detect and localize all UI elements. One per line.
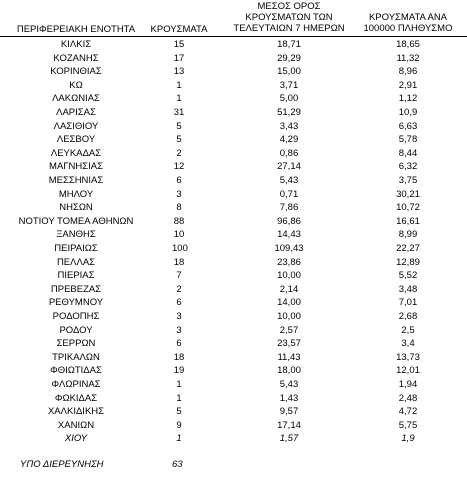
table-row — [0, 174, 467, 188]
cell-region: ΦΘΙΩΤΙΔΑΣ — [50, 365, 102, 377]
cell-avg7: 14,00 — [277, 297, 301, 309]
cell-region: ΚΩ — [69, 79, 83, 91]
cell-per100k: 1,9 — [401, 433, 415, 445]
cell-avg7: 11,43 — [277, 351, 301, 363]
cell-cases: 5 — [176, 406, 182, 418]
cell-cases: 13 — [173, 66, 185, 78]
cell-per100k: 5,75 — [398, 419, 418, 431]
cell-avg7: 1,43 — [279, 392, 299, 404]
cell-cases: 1 — [176, 379, 182, 390]
cell-region: ΧΑΝΙΩΝ — [57, 419, 95, 431]
table-row — [0, 215, 467, 229]
cell-avg7: 23,57 — [277, 338, 301, 350]
cell-per100k: 6,63 — [398, 120, 418, 132]
table-row — [0, 92, 467, 106]
table-row — [0, 79, 467, 93]
cell-region: ΜΕΣΣΗΝΙΑΣ — [48, 175, 104, 186]
cell-region: ΠΙΕΡΙΑΣ — [57, 270, 95, 282]
header-divider — [0, 36, 467, 37]
cell-per100k: 6,32 — [398, 161, 418, 173]
cell-cases: 1 — [176, 93, 182, 105]
cell-cases: 10 — [173, 229, 185, 241]
cell-cases: 88 — [173, 215, 185, 227]
cell-avg7: 7,86 — [279, 202, 299, 214]
table-row — [0, 201, 467, 215]
cell-cases: 6 — [176, 175, 182, 186]
cell-cases: 6 — [176, 338, 182, 350]
cell-per100k: 8,44 — [398, 147, 418, 159]
cell-region: ΡΟΔΟΥ — [59, 324, 93, 336]
cell-per100k: 13,73 — [396, 351, 420, 363]
table-row — [0, 283, 467, 297]
cell-avg7: 51,29 — [277, 107, 301, 118]
cell-per100k: 16,61 — [396, 215, 420, 227]
cell-per100k: 12,01 — [396, 365, 420, 377]
cell-region: ΦΩΚΙΔΑΣ — [54, 392, 98, 404]
cell-avg7: 10,00 — [277, 311, 301, 322]
cell-cases: 31 — [173, 107, 185, 118]
table-row — [0, 364, 467, 378]
table-row — [0, 310, 467, 324]
cell-cases: 18 — [173, 351, 185, 363]
cell-avg7: 29,29 — [277, 52, 301, 64]
cell-region: ΠΕΙΡΑΙΩΣ — [54, 243, 98, 254]
cell-avg7: 109,43 — [274, 243, 304, 254]
cell-region: ΝΗΣΩΝ — [59, 202, 93, 214]
cell-region: ΝΟΤΙΟΥ ΤΟΜΕΑ ΑΘΗΝΩΝ — [18, 215, 134, 227]
table-row — [0, 52, 467, 66]
cell-avg7: 23,86 — [277, 256, 301, 268]
cell-cases: 3 — [176, 324, 182, 336]
cell-avg7: 10,00 — [277, 270, 301, 282]
cell-avg7: 0,71 — [279, 188, 299, 200]
cell-cases: 5 — [176, 120, 182, 132]
table-row — [0, 242, 467, 256]
header-avg-line2: ΚΡΟΥΣΜΑΤΩΝ ΤΩΝ — [245, 12, 333, 23]
cell-avg7: 9,57 — [279, 406, 299, 418]
cell-avg7: 15,00 — [277, 66, 301, 78]
cell-region: ΧΙΟΥ — [64, 433, 88, 445]
cell-cases: 18 — [173, 256, 185, 268]
cell-region: ΠΕΛΛΑΣ — [56, 256, 96, 268]
table-row — [0, 296, 467, 310]
cell-per100k: 3,48 — [398, 283, 418, 295]
cell-cases: 2 — [176, 147, 182, 159]
table-row — [0, 337, 467, 351]
table-row — [0, 405, 467, 419]
table-row — [0, 324, 467, 338]
cell-per100k: 2,48 — [398, 392, 418, 404]
cell-per100k: 5,78 — [398, 134, 418, 146]
cell-per100k: 10,9 — [398, 107, 418, 118]
cell-avg7: 5,43 — [279, 175, 299, 186]
cell-region: ΧΑΛΚΙΔΙΚΗΣ — [47, 406, 105, 418]
cell-per100k: 30,21 — [396, 188, 420, 200]
cell-per100k: 8,99 — [398, 229, 418, 241]
table-row — [0, 106, 467, 120]
table-row — [0, 351, 467, 365]
cell-region: ΛΕΥΚΑΔΑΣ — [50, 147, 102, 159]
table-row — [0, 38, 467, 52]
cell-per100k: 8,96 — [398, 66, 418, 78]
cell-cases: 12 — [173, 161, 185, 173]
cell-per100k: 10,72 — [396, 202, 420, 214]
cell-per100k: 2,68 — [398, 311, 418, 322]
cell-cases: 15 — [173, 39, 185, 50]
table-row — [0, 419, 467, 433]
cell-per100k: 2,91 — [398, 79, 418, 91]
cell-per100k: 11,32 — [396, 52, 420, 64]
table-row — [0, 160, 467, 174]
table-row — [0, 133, 467, 147]
cell-cases: 19 — [173, 365, 185, 377]
cell-avg7: 14,43 — [277, 229, 301, 241]
cell-avg7: 27,14 — [277, 161, 301, 173]
table-row — [0, 392, 467, 406]
footer-value: 63 — [172, 459, 183, 470]
cell-region: ΚΟΖΑΝΗΣ — [53, 52, 99, 64]
cell-avg7: 0,86 — [279, 147, 299, 159]
cell-region: ΚΙΛΚΙΣ — [60, 39, 92, 50]
cell-cases: 17 — [173, 52, 185, 64]
cell-per100k: 3,75 — [398, 175, 418, 186]
cell-avg7: 17,14 — [277, 419, 301, 431]
cell-cases: 100 — [172, 243, 188, 254]
cell-cases: 3 — [176, 188, 182, 200]
cell-cases: 6 — [176, 297, 182, 309]
header-rate-line2: 100000 ΠΛΗΘΥΣΜΟ — [363, 23, 453, 34]
cell-cases: 8 — [176, 202, 182, 214]
cell-region: ΜΑΓΝΗΣΙΑΣ — [49, 161, 103, 173]
cell-cases: 9 — [176, 419, 182, 431]
footer-label: ΥΠΟ ΔΙΕΡΕΥΝΗΣΗ — [20, 459, 104, 470]
cell-per100k: 22,27 — [396, 243, 420, 254]
cell-cases: 1 — [176, 79, 182, 91]
table-row — [0, 256, 467, 270]
cell-avg7: 2,14 — [279, 283, 299, 295]
cell-cases: 7 — [176, 270, 182, 282]
cell-region: ΡΕΘΥΜΝΟΥ — [48, 297, 104, 309]
cell-region: ΣΕΡΡΩΝ — [56, 338, 96, 350]
cell-per100k: 1,94 — [398, 379, 418, 390]
cell-per100k: 12,89 — [396, 256, 420, 268]
cell-per100k: 3,4 — [401, 338, 415, 350]
table-row — [0, 120, 467, 134]
table-row — [0, 378, 467, 392]
cell-avg7: 3,43 — [279, 120, 299, 132]
header-avg-line1: ΜΕΣΟΣ ΟΡΟΣ — [257, 1, 321, 12]
cell-avg7: 96,86 — [277, 215, 301, 227]
cell-region: ΤΡΙΚΑΛΩΝ — [52, 351, 100, 363]
cell-region: ΚΟΡΙΝΘΙΑΣ — [50, 66, 102, 78]
cell-avg7: 3,71 — [279, 79, 299, 91]
cell-per100k: 2,5 — [401, 324, 415, 336]
cell-region: ΠΡΕΒΕΖΑΣ — [50, 283, 102, 295]
cell-avg7: 5,43 — [279, 379, 299, 390]
header-cases: ΚΡΟΥΣΜΑΤΑ — [150, 24, 208, 35]
cell-per100k: 7,01 — [398, 297, 418, 309]
table-row — [0, 188, 467, 202]
cell-cases: 3 — [176, 311, 182, 322]
table-row — [0, 432, 467, 446]
cell-region: ΦΛΩΡΙΝΑΣ — [51, 379, 101, 390]
cell-avg7: 4,29 — [279, 134, 299, 146]
cell-region: ΜΗΛΟΥ — [58, 188, 94, 200]
cell-region: ΛΕΣΒΟΥ — [56, 134, 96, 146]
header-region: ΠΕΡΙΦΕΡΕΙΑΚΗ ΕΝΟΤΗΤΑ — [16, 24, 136, 35]
cell-per100k: 18,65 — [396, 39, 420, 50]
table-row — [0, 228, 467, 242]
cell-region: ΡΟΔΟΠΗΣ — [52, 311, 100, 322]
header-avg-line3: ΤΕΛΕΥΤΑΙΩΝ 7 ΗΜΕΡΩΝ — [233, 23, 345, 34]
table-row — [0, 269, 467, 283]
table-row — [0, 147, 467, 161]
cell-per100k: 1,12 — [398, 93, 418, 105]
cell-cases: 1 — [176, 433, 182, 445]
table-row — [0, 65, 467, 79]
cell-cases: 5 — [176, 134, 182, 146]
cell-avg7: 1,57 — [279, 433, 299, 445]
cell-cases: 2 — [176, 283, 182, 295]
header-rate-line1: ΚΡΟΥΣΜΑΤΑ ΑΝΑ — [368, 12, 448, 23]
cell-region: ΞΑΝΘΗΣ — [56, 229, 96, 241]
cell-cases: 1 — [176, 392, 182, 404]
cell-avg7: 2,57 — [279, 324, 299, 336]
cell-region: ΛΑΣΙΘΙΟΥ — [53, 120, 99, 132]
cell-avg7: 18,71 — [277, 39, 301, 50]
cell-per100k: 5,52 — [398, 270, 418, 282]
cell-avg7: 5,00 — [279, 93, 299, 105]
cell-avg7: 18,00 — [277, 365, 301, 377]
cell-per100k: 4,72 — [398, 406, 418, 418]
cell-region: ΛΑΡΙΣΑΣ — [56, 107, 96, 118]
cell-region: ΛΑΚΩΝΙΑΣ — [52, 93, 100, 105]
